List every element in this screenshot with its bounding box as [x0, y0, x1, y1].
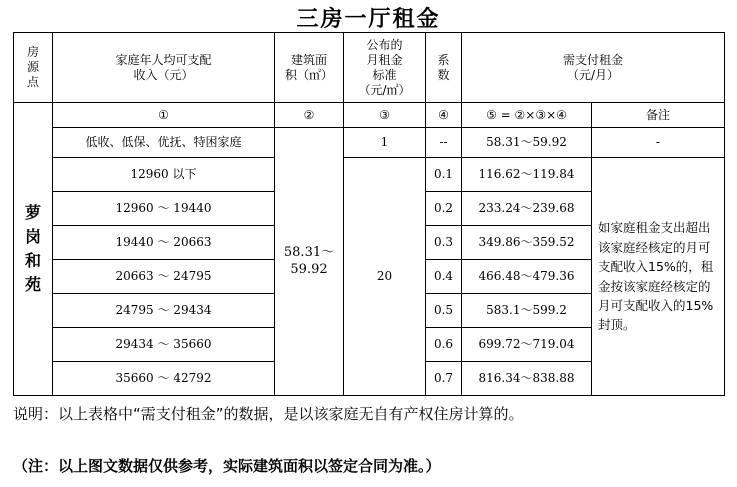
- payable-rent-cell: 349.86～359.52: [462, 226, 592, 260]
- payable-rent-cell: 466.48～479.36: [462, 260, 592, 294]
- income-cell: 低收、低保、优抚、特困家庭: [53, 128, 275, 158]
- subheader-c5: ⑤ = ②×③×④: [462, 103, 592, 128]
- page-title: 三房一厅租金: [296, 7, 441, 32]
- coefficient-cell: 0.3: [426, 226, 462, 260]
- header-income-label: 家庭年人均可支配 收入（元）: [115, 52, 212, 82]
- header-coefficient: [426, 33, 462, 103]
- subheader-c2: ②: [275, 103, 344, 128]
- coefficient-cell: --: [426, 128, 462, 158]
- income-cell: 20663 ～ 24795: [53, 260, 275, 294]
- income-cell: 12960 ～ 19440: [53, 192, 275, 226]
- income-cell: 29434 ～ 35660: [53, 328, 275, 362]
- coefficient-cell: 0.7: [426, 362, 462, 396]
- area-name-cell: [14, 103, 53, 396]
- subheader-c3: ③: [344, 103, 426, 128]
- payable-rent-cell: 699.72～719.04: [462, 328, 592, 362]
- payable-rent-cell: 816.34～838.88: [462, 362, 592, 396]
- coefficient-cell: 0.1: [426, 158, 462, 192]
- standard-rent-cell: 1: [344, 128, 426, 158]
- subheader-c4: ④: [426, 103, 462, 128]
- standard-rent-cell: 20: [344, 158, 426, 396]
- payable-rent-cell: 116.62～119.84: [462, 158, 592, 192]
- remark-cell: -: [592, 128, 725, 158]
- building-area-value: 58.31～ 59.92: [283, 245, 335, 277]
- subheader-remark: 备注: [592, 103, 725, 128]
- area-name: 萝 岗 和 苑: [24, 203, 41, 294]
- header-building-area-label: 建筑面 积（㎡）: [284, 52, 333, 82]
- payable-rent-cell: 233.24～239.68: [462, 192, 592, 226]
- income-cell: 35660 ～ 42792: [53, 362, 275, 396]
- header-standard-rent-label: 公布的 月租金 标准 （元/㎡）: [358, 37, 411, 97]
- building-area-cell: [275, 128, 344, 396]
- footnote-disclaimer: （注：以上图文数据仅供参考，实际建筑面积以签定合同为准。）: [13, 457, 441, 475]
- payable-rent-cell: 583.1～599.2: [462, 294, 592, 328]
- rent-table: [13, 32, 725, 396]
- income-cell: 24795 ～ 29434: [53, 294, 275, 328]
- footnote-explanation: 说明：以上表格中“需支付租金”的数据，是以该家庭无自有产权住房计算的。: [13, 405, 524, 423]
- income-cell: 12960 以下: [53, 158, 275, 192]
- coefficient-cell: 0.5: [426, 294, 462, 328]
- income-cell: 19440 ～ 20663: [53, 226, 275, 260]
- header-building-area: [275, 33, 344, 103]
- header-standard-rent: [344, 33, 426, 103]
- coefficient-cell: 0.2: [426, 192, 462, 226]
- remark-cell: 如家庭租金支出超出该家庭经核定的月可支配收入15%的，租金按该家庭经核定的月可支配收入的15%封顶。: [592, 158, 725, 396]
- header-coefficient-label: 系 数: [437, 52, 450, 82]
- coefficient-cell: 0.4: [426, 260, 462, 294]
- subheader-c1: ①: [53, 103, 275, 128]
- table-row: [14, 128, 725, 158]
- subheader-row: [14, 103, 725, 128]
- payable-rent-cell: 58.31～59.92: [462, 128, 592, 158]
- header-payable-rent-label: 需支付租金 （元/月）: [563, 52, 624, 82]
- header-area-label: 房 源 点: [26, 45, 39, 89]
- coefficient-cell: 0.6: [426, 328, 462, 362]
- header-area: [14, 33, 53, 103]
- header-income: [53, 33, 275, 103]
- header-row: [14, 33, 725, 103]
- table-row: [14, 158, 725, 192]
- header-payable-rent: [462, 33, 725, 103]
